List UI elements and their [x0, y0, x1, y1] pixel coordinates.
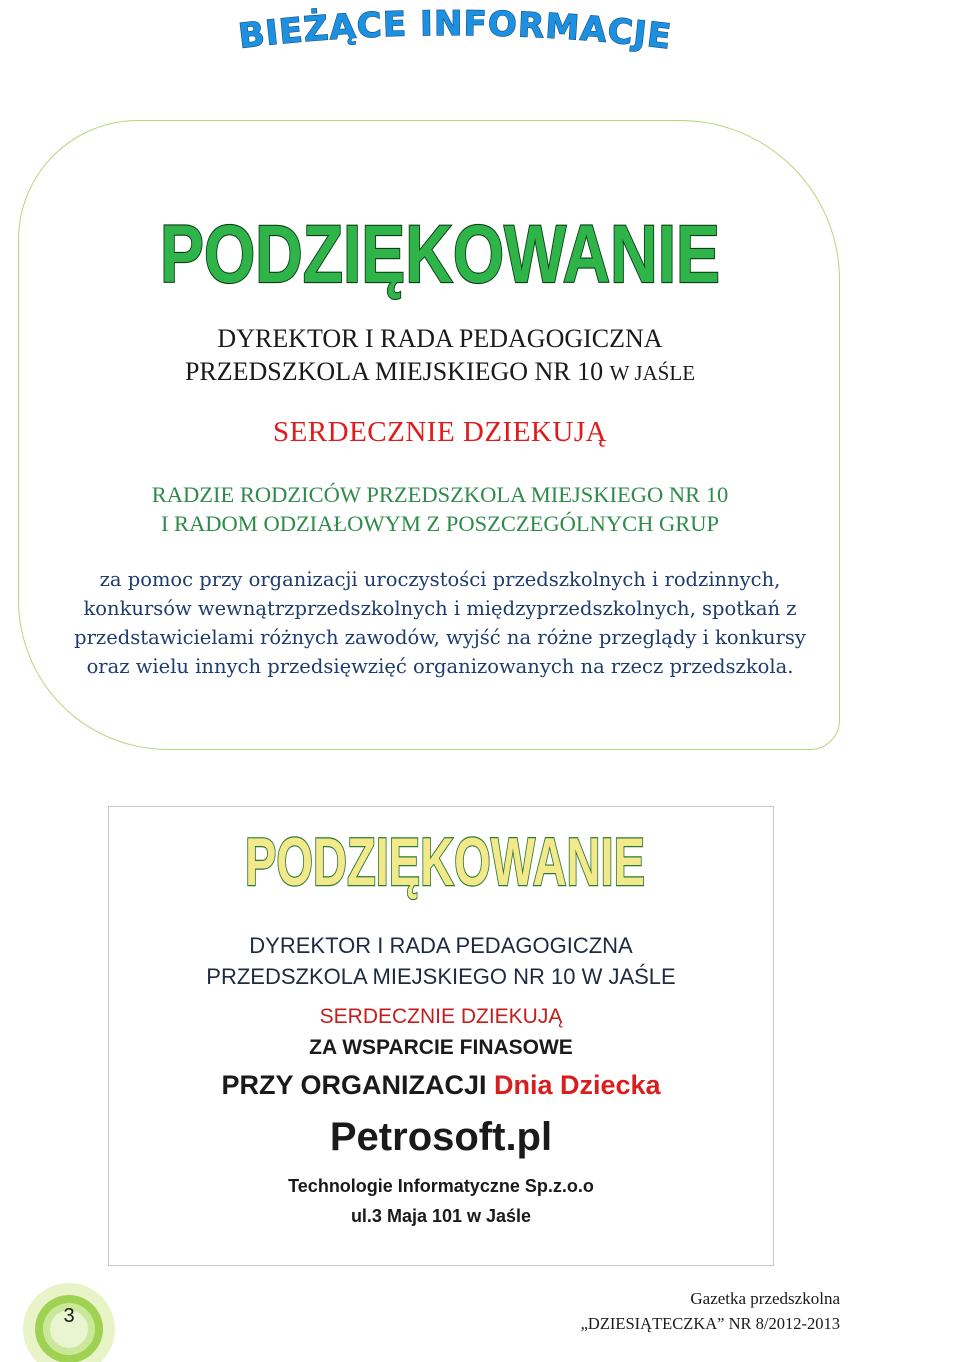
- publication-name: Gazetka przedszkolna: [690, 1289, 840, 1308]
- organization-line: [108, 1070, 774, 1101]
- director-line-1: DYREKTOR I RADA PEDAGOGICZNA: [217, 324, 663, 353]
- director-block-1: [0, 322, 880, 390]
- podziekowanie-heading-1-text: PODZIĘKOWANIE: [160, 209, 720, 300]
- council-line-2: I RADOM ODZIAŁOWYM Z POSZCZEGÓLNYCH GRUP: [160, 511, 720, 536]
- director2-line-2: PRZEDSZKOLA MIEJSKIEGO NR 10 W JAŚLE: [206, 964, 676, 989]
- thanks-heading-1: SERDECZNIE DZIEKUJĄ: [272, 416, 608, 448]
- sponsor-company-name: Petrosoft.pl: [329, 1115, 553, 1159]
- financial-support-line: ZA WSPARCIE FINASOWE: [309, 1036, 573, 1059]
- thanks-heading-2: SERDECZNIE DZIEKUJĄ: [319, 1005, 563, 1028]
- director-line-2-main: PRZEDSZKOLA MIEJSKIEGO NR 10: [184, 357, 604, 386]
- organization-event: Dnia Dziecka: [493, 1070, 661, 1100]
- sponsor-company-fullname: Technologie Informatyczne Sp.z.o.o: [288, 1176, 594, 1196]
- issue-label: „DZIESIĄTECZKA” NR 8/2012-2013: [580, 1314, 840, 1333]
- organization-prefix: PRZY ORGANIZACJI: [221, 1070, 487, 1100]
- director-block-2: [108, 930, 774, 992]
- sponsor-address: ul.3 Maja 101 w Jaśle: [350, 1206, 532, 1226]
- podziekowanie-heading-2: [240, 815, 650, 900]
- svg-text:BIEŻĄCE INFORMACJE: [236, 4, 673, 58]
- header-title-text: BIEŻĄCE INFORMACJE: [236, 3, 674, 58]
- header-title: [0, 4, 960, 64]
- podziekowanie-heading-2-text: PODZIĘKOWANIE: [245, 824, 645, 900]
- director-line-2-tail: W JAŚLE: [609, 361, 696, 385]
- podziekowanie-heading-1: [150, 200, 730, 300]
- council-line-1: RADZIE RODZICÓW PRZEDSZKOLA MIEJSKIEGO NR 10: [151, 482, 729, 507]
- page-number: 3: [63, 1305, 75, 1327]
- parents-council-block: [0, 480, 880, 538]
- thanks-body-text: za pomoc przy organizacji uroczystości przedszkolnych i rodzinnych, konkursów wewnątrzprzedszkolnych i międzyprzedszkolnych, spotkań z przedstawicielami różnych zawodów, wyjść na różne przeglądy i konkursy oraz wielu innych przedsięwzięć organizowanych na rzecz przedszkola.: [74, 568, 806, 678]
- director-line-2: [0, 355, 880, 390]
- director2-line-1: DYREKTOR I RADA PEDAGOGICZNA: [249, 933, 633, 958]
